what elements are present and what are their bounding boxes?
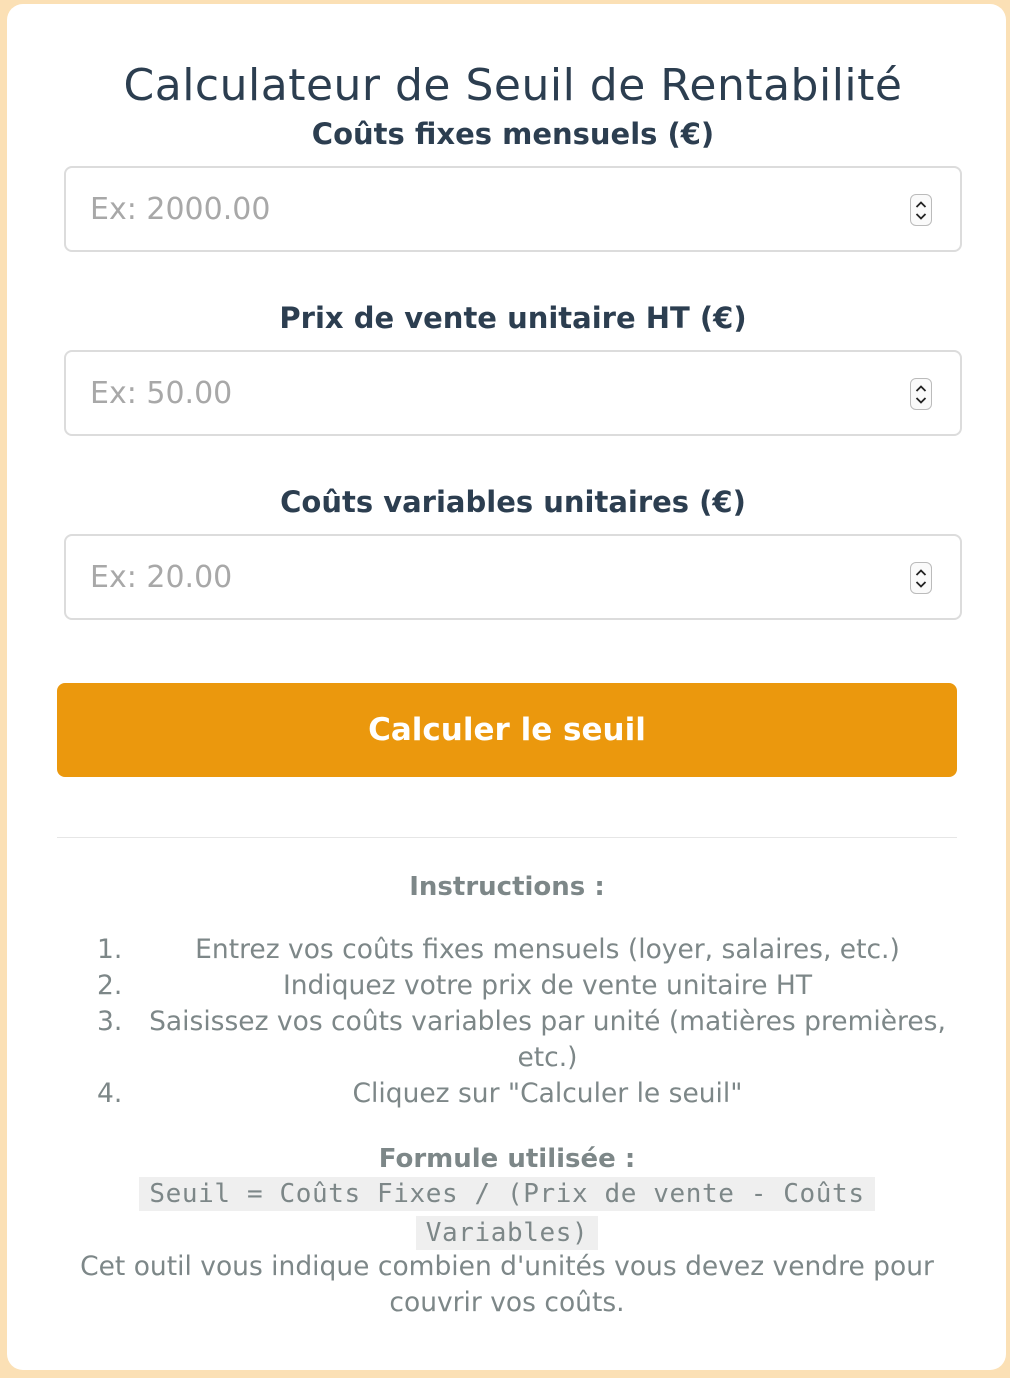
variable-costs-input[interactable] — [66, 536, 960, 618]
formula-code: Seuil = Coûts Fixes / (Prix de vente - Coûts Variables) — [139, 1177, 874, 1250]
variable-costs-field-wrapper — [64, 534, 962, 620]
fixed-costs-label: Coûts fixes mensuels (€) — [311, 117, 715, 151]
fixed-costs-input[interactable] — [66, 168, 960, 250]
step-number: 4. — [97, 1078, 123, 1109]
instructions-title: Instructions : — [409, 872, 605, 902]
step-text: Saisissez vos coûts variables par unité (matières premières, etc.) — [149, 1006, 946, 1073]
step-text: Cliquez sur "Calculer le seuil" — [352, 1078, 743, 1109]
instructions-list — [95, 932, 960, 1112]
tool-description: Cet outil vous indique combien d'unités vous devez vendre pour couvrir vos coûts. — [80, 1251, 934, 1318]
list-item — [95, 968, 960, 1004]
unit-price-label: Prix de vente unitaire HT (€) — [279, 301, 747, 335]
calculate-button[interactable]: Calculer le seuil — [57, 683, 957, 777]
page-title: Calculateur de Seuil de Rentabilité — [123, 60, 903, 111]
chevron-down-icon[interactable] — [915, 580, 927, 589]
chevron-up-icon[interactable] — [915, 200, 927, 209]
chevron-up-icon[interactable] — [915, 384, 927, 393]
unit-price-input[interactable] — [66, 352, 960, 434]
list-item — [95, 1004, 960, 1076]
step-text: Indiquez votre prix de vente unitaire HT — [282, 970, 813, 1001]
step-text: Entrez vos coûts fixes mensuels (loyer, salaires, etc.) — [195, 934, 900, 965]
step-number: 3. — [97, 1006, 123, 1037]
step-number: 1. — [97, 934, 123, 965]
unit-price-stepper[interactable] — [910, 378, 932, 410]
chevron-down-icon[interactable] — [915, 212, 927, 221]
variable-costs-stepper[interactable] — [910, 562, 932, 594]
chevron-down-icon[interactable] — [915, 396, 927, 405]
chevron-up-icon[interactable] — [915, 568, 927, 577]
formula-container — [120, 1176, 894, 1254]
list-item — [95, 1076, 960, 1112]
fixed-costs-stepper[interactable] — [910, 194, 932, 226]
section-divider — [57, 837, 957, 838]
unit-price-field-wrapper — [64, 350, 962, 436]
variable-costs-label: Coûts variables unitaires (€) — [280, 485, 746, 519]
fixed-costs-field-wrapper — [64, 166, 962, 252]
step-number: 2. — [97, 970, 123, 1001]
formula-title: Formule utilisée : — [378, 1144, 636, 1174]
list-item — [95, 932, 960, 968]
